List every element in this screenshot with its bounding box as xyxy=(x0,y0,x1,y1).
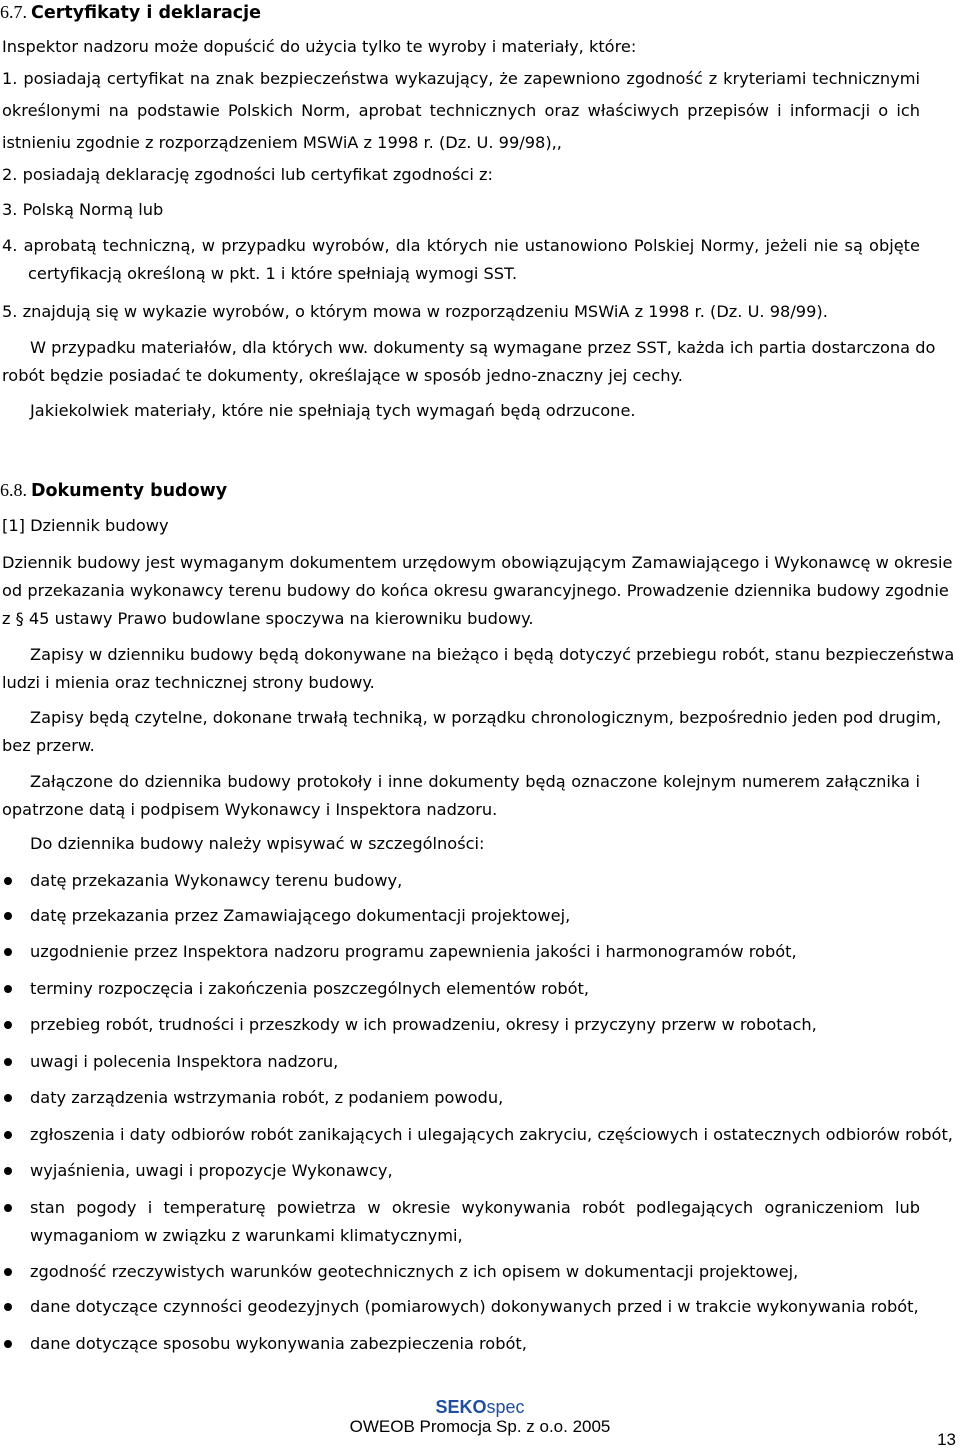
item-4-line-2: certyfikacją określoną w pkt. 1 i które spełniają wymogi SST. xyxy=(28,264,518,283)
bullet-dot xyxy=(4,877,12,885)
bullet-dot xyxy=(4,1021,12,1029)
section-title: Dokumenty budowy xyxy=(31,481,228,501)
list-item: zgłoszenia i daty odbiorów robót zanikających i ulegających zakryciu, częściowych i ostatecznych odbiorów robót, xyxy=(30,1125,953,1144)
bullet-dot xyxy=(4,1131,12,1139)
p3-line-1: Zapisy będą czytelne, dokonane trwałą techniką, w porządku chronologicznym, bezpośrednio jeden pod drugim, xyxy=(30,708,942,727)
p1-line-3: z § 45 ustawy Prawo budowlane spoczywa na kierowniku budowy. xyxy=(2,609,534,628)
list-item: dane dotyczące czynności geodezyjnych (pomiarowych) dokonywanych przed i w trakcie wykonywania robót, xyxy=(30,1297,919,1316)
section-number: 6.8. xyxy=(0,480,27,500)
section-number: 6.7. xyxy=(0,2,27,22)
bullet-dot xyxy=(4,985,12,993)
list-item: uzgodnienie przez Inspektora nadzoru programu zapewnienia jakości i harmonogramów robót, xyxy=(30,942,797,961)
section-heading-6-7 xyxy=(0,1,261,24)
intro-text: Inspektor nadzoru może dopuścić do użycia tylko te wyroby i materiały, które: xyxy=(2,37,637,56)
list-item: uwagi i polecenia Inspektora nadzoru, xyxy=(30,1052,339,1071)
p4-line-1: Załączone do dziennika budowy protokoły i inne dokumenty będą oznaczone kolejnym numerem załącznika i xyxy=(30,772,920,791)
brand-part-spec: spec xyxy=(486,1397,525,1417)
p2-line-2: ludzi i mienia oraz technicznej strony budowy. xyxy=(2,673,375,692)
page-number: 13 xyxy=(937,1430,956,1449)
rejection-paragraph: Jakiekolwiek materiały, które nie spełniają tych wymagań będą odrzucone. xyxy=(30,401,636,420)
bullet-dot xyxy=(4,1303,12,1311)
item-3: 3. Polską Normą lub xyxy=(2,200,164,219)
bullet-dot xyxy=(4,1058,12,1066)
bullet-dot xyxy=(4,1204,12,1212)
list-item: przebieg robót, trudności i przeszkody w ich prowadzeniu, okresy i przyczyny przerw w robotach, xyxy=(30,1015,817,1034)
footer-company: OWEOB Promocja Sp. z o.o. 2005 xyxy=(349,1417,611,1436)
bullet-dot xyxy=(4,1094,12,1102)
list-item: datę przekazania przez Zamawiającego dokumentacji projektowej, xyxy=(30,906,571,925)
p5-intro: Do dziennika budowy należy wpisywać w szczególności: xyxy=(30,834,485,853)
p2-line-1: Zapisy w dzienniku budowy będą dokonywane na bieżąco i będą dotyczyć przebiegu robót, stanu bezpieczeństwa xyxy=(30,645,955,664)
p4-line-2: opatrzone datą i podpisem Wykonawcy i Inspektora nadzoru. xyxy=(2,800,498,819)
list-item-continuation: wymaganiom w związku z warunkami klimatycznymi, xyxy=(30,1226,463,1245)
section-title: Certyfikaty i deklaracje xyxy=(31,3,262,23)
bullet-dot xyxy=(4,1268,12,1276)
item-1-line-1: 1. posiadają certyfikat na znak bezpieczeństwa wykazujący, że zapewniono zgodność z kryteriami technicznymi xyxy=(2,69,920,88)
p1-line-1: Dziennik budowy jest wymaganym dokumentem urzędowym obowiązującym Zamawiającego i Wykonawcę w okresie xyxy=(2,553,953,572)
paragraph-line-1: W przypadku materiałów, dla których ww. dokumenty są wymagane przez SST, każda ich partia dostarczona do xyxy=(30,338,936,357)
p3-line-2: bez przerw. xyxy=(2,736,95,755)
bullet-dot xyxy=(4,1340,12,1348)
bullet-dot xyxy=(4,948,12,956)
list-item: dane dotyczące sposobu wykonywania zabezpieczenia robót, xyxy=(30,1334,527,1353)
list-item: zgodność rzeczywistych warunków geotechnicznych z ich opisem w dokumentacji projektowej, xyxy=(30,1262,799,1281)
list-item: wyjaśnienia, uwagi i propozycje Wykonawcy, xyxy=(30,1161,393,1180)
list-item: terminy rozpoczęcia i zakończenia poszczególnych elementów robót, xyxy=(30,979,590,998)
subheading-dziennik-budowy: [1] Dziennik budowy xyxy=(2,516,169,535)
bullet-dot xyxy=(4,1167,12,1175)
item-4-line-1: 4. aprobatą techniczną, w przypadku wyrobów, dla których nie ustanowiono Polskiej Normy, jeżeli nie są objęte xyxy=(2,236,920,255)
bullet-dot xyxy=(4,912,12,920)
item-5: 5. znajdują się w wykazie wyrobów, o którym mowa w rozporządzeniu MSWiA z 1998 r. (Dz. U. 98/99). xyxy=(2,302,828,321)
p1-line-2: od przekazania wykonawcy terenu budowy do końca okresu gwarancyjnego. Prowadzenie dziennika budowy zgodnie xyxy=(2,581,949,600)
footer-brand-logo xyxy=(0,1396,960,1418)
item-1-line-3: istnieniu zgodnie z rozporządzeniem MSWiA z 1998 r. (Dz. U. 99/98),, xyxy=(2,133,562,152)
list-item: daty zarządzenia wstrzymania robót, z podaniem powodu, xyxy=(30,1088,504,1107)
item-1-line-2: określonymi na podstawie Polskich Norm, aprobat technicznych oraz właściwych przepisów i informacji o ich xyxy=(2,101,920,120)
brand-part-seko: SEKO xyxy=(435,1397,487,1417)
list-item: datę przekazania Wykonawcy terenu budowy, xyxy=(30,871,403,890)
paragraph-line-2: robót będzie posiadać te dokumenty, określające w sposób jedno-znaczny jej cechy. xyxy=(2,366,683,385)
item-2: 2. posiadają deklarację zgodności lub certyfikat zgodności z: xyxy=(2,165,493,184)
section-heading-6-8 xyxy=(0,479,227,502)
list-item: stan pogody i temperaturę powietrza w okresie wykonywania robót podlegających ograniczeniom lub xyxy=(30,1198,920,1217)
